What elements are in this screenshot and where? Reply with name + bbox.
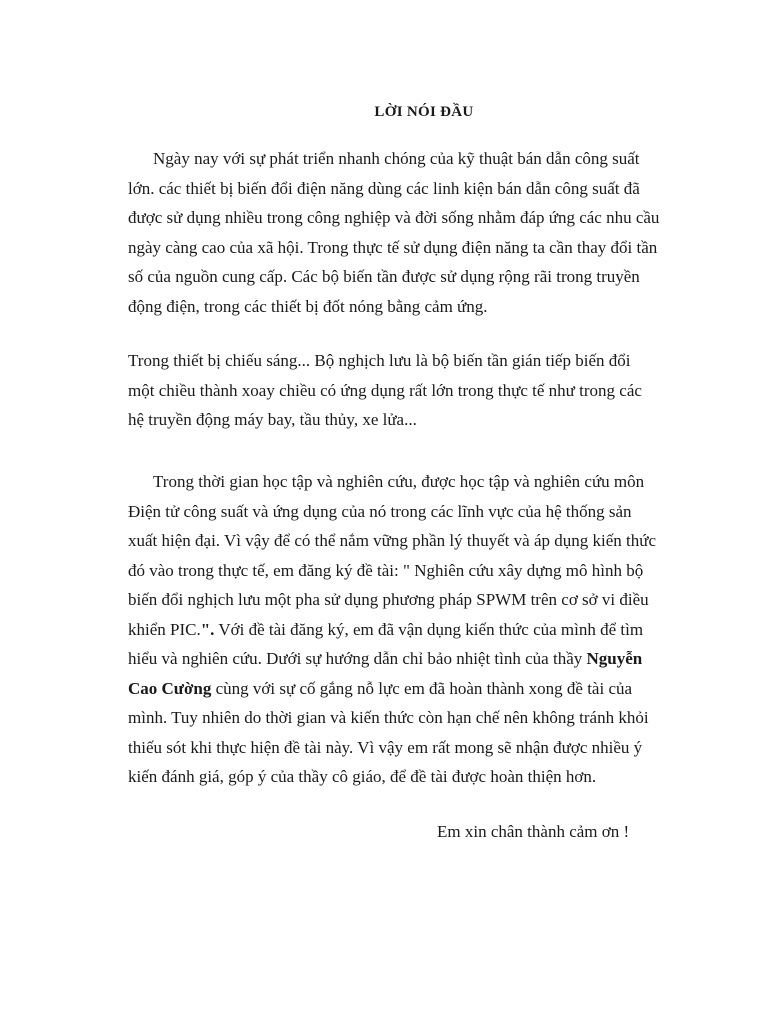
text-line: động điện, trong các thiết bị đốt nóng bằng cảm ứng. <box>128 296 488 316</box>
text-line: đó vào trong thực tế, em đăng ký đề tài: " Nghiên cứu xây dựng mô hình bộ <box>128 560 644 580</box>
advisor-name-first: Nguyễn <box>586 649 643 668</box>
text-line <box>128 644 668 674</box>
advisor-name-rest: Cao Cường <box>128 678 212 698</box>
text-line: được sử dụng nhiều trong công nghiệp và đời sống nhằm đáp ứng các nhu cầu <box>128 208 660 227</box>
text-line: hệ truyền động máy bay, tầu thủy, xe lửa... <box>128 410 417 429</box>
text-segment: Với đề tài đăng ký, em đã vận dụng kiến thức của mình để tìm <box>214 619 644 639</box>
text-segment: hiểu và nghiên cứu. Dưới sự hướng dẫn chỉ bảo nhiệt tình của thầy <box>128 649 587 668</box>
text-segment: khiển PIC. <box>128 619 201 639</box>
text-line <box>128 615 668 645</box>
text-line: Ngày nay với sự phát triển nhanh chóng của kỹ thuật bán dẫn công suất <box>153 149 640 168</box>
paragraph-thesis <box>128 467 668 792</box>
text-line: thiếu sót khi thực hiện đề tài này. Vì vậy em rất mong sẽ nhận được nhiều ý <box>128 737 643 757</box>
text-line: một chiều thành xoay chiều có ứng dụng rất lớn trong thực tế như trong các <box>128 380 642 400</box>
text-line: Điện tử công suất và ứng dụng của nó trong các lĩnh vực của hệ thống sản <box>128 501 632 521</box>
paragraph-intro <box>128 144 668 321</box>
text-line: Trong thiết bị chiếu sáng... Bộ nghịch lưu là bộ biến tần gián tiếp biến đổi <box>128 351 631 370</box>
text-line: mình. Tuy nhiên do thời gian và kiến thức còn hạn chế nên không tránh khỏi <box>128 708 649 727</box>
text-line: Trong thời gian học tập và nghiên cứu, được học tập và nghiên cứu môn <box>153 472 645 491</box>
text-segment: cùng với sự cố gắng nỗ lực em đã hoàn thành xong đề tài của <box>211 678 633 698</box>
page-title: LỜI NÓI ĐẦU <box>374 104 474 120</box>
text-line: ngày càng cao của xã hội. Trong thực tế sử dụng điện năng ta cần thay đổi tần <box>128 237 658 257</box>
text-line: số của nguồn cung cấp. Các bộ biến tần được sử dụng rộng rãi trong truyền <box>128 267 640 286</box>
closing-thanks: Em xin chân thành cảm ơn ! <box>437 822 630 841</box>
bold-quote-mark: ". <box>200 619 215 639</box>
text-line: biến đổi nghịch lưu một pha sử dụng phương pháp SPWM trên cơ sở vi điều <box>128 590 649 609</box>
text-line: xuất hiện đại. Vì vậy để có thể nắm vững phần lý thuyết và áp dụng kiến thức <box>128 531 656 550</box>
text-line: kiến đánh giá, góp ý của thầy cô giáo, để đề tài được hoàn thiện hơn. <box>128 767 597 786</box>
text-line <box>128 674 668 704</box>
text-line: lớn. các thiết bị biến đổi điện năng dùng các linh kiện bán dẫn công suất đã <box>128 178 640 198</box>
paragraph-inverter <box>128 346 668 435</box>
